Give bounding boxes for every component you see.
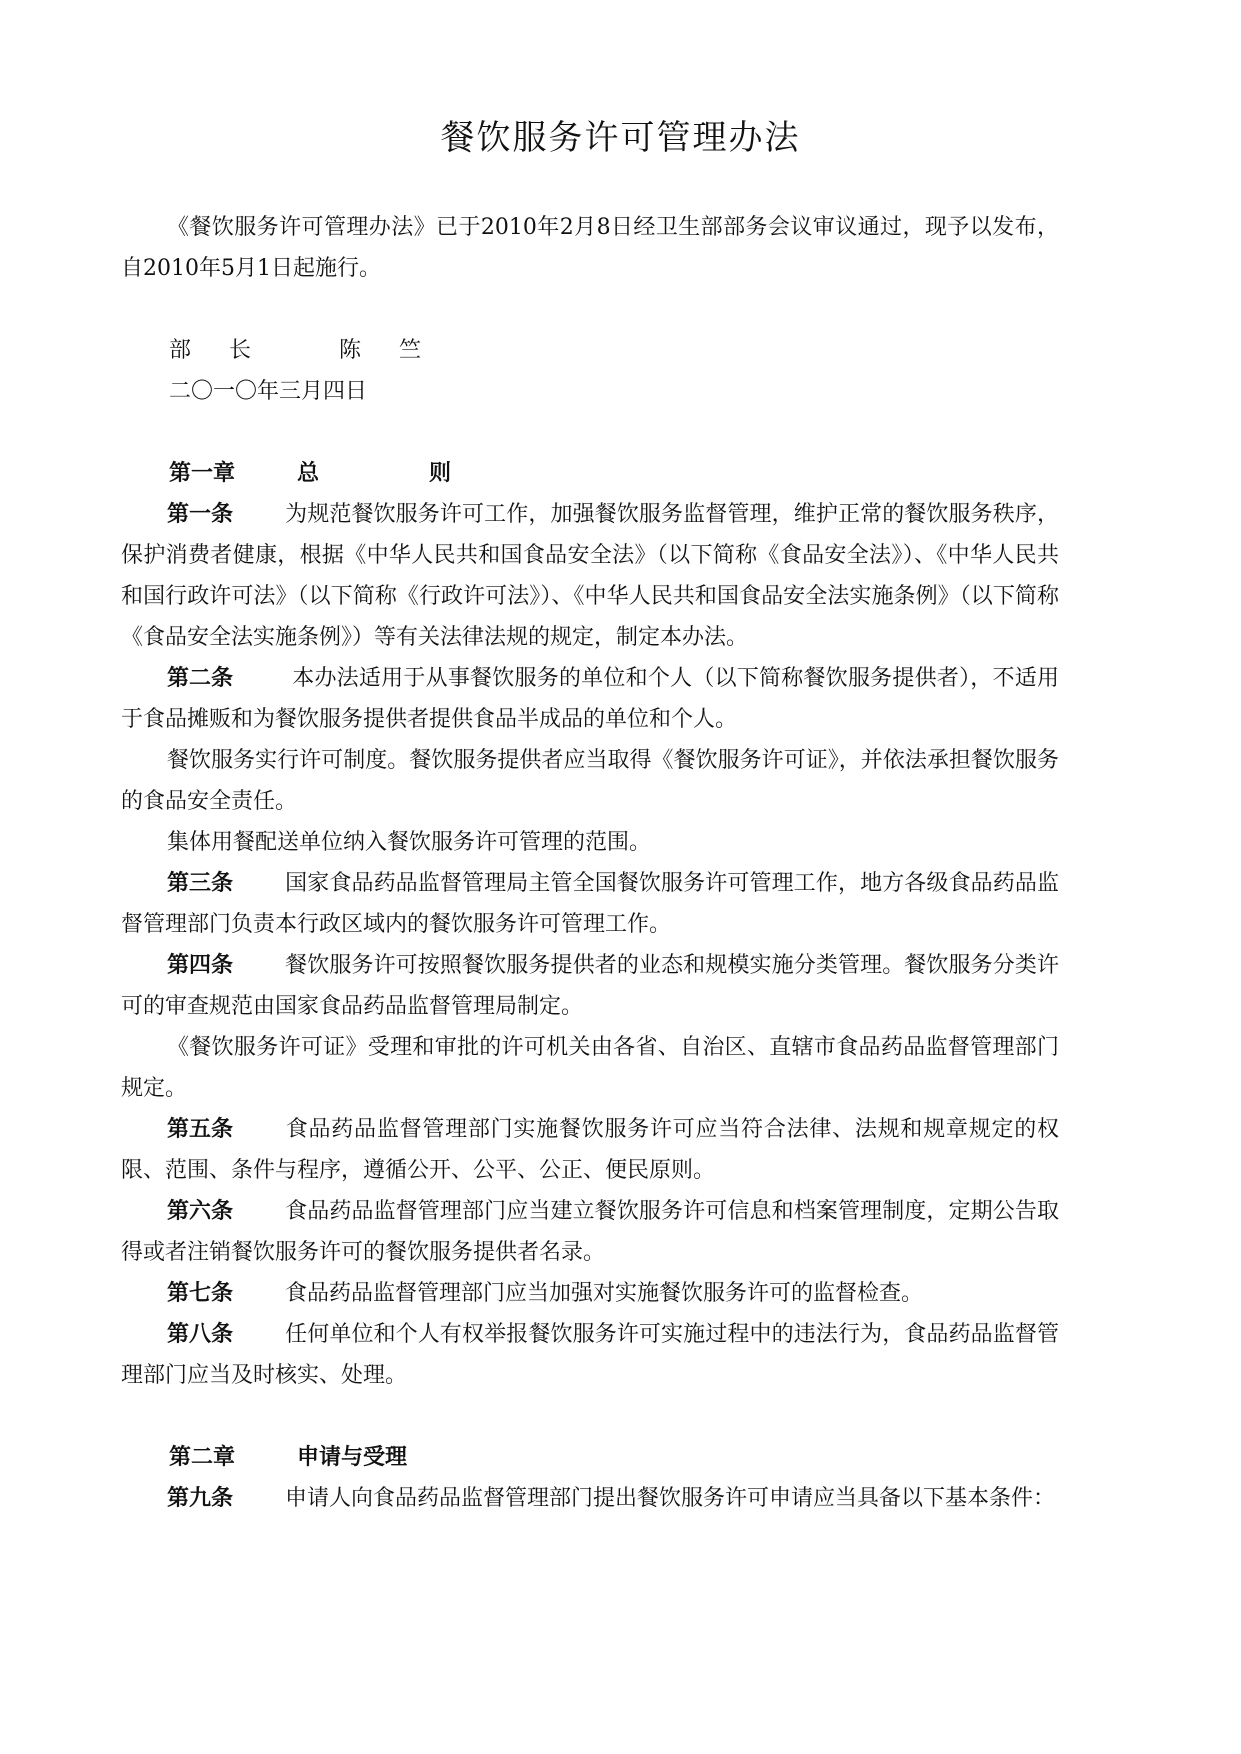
article-number: 第九条 xyxy=(167,1486,234,1511)
article-text: 餐饮服务许可按照餐饮服务提供者的业态和规模实施分类管理。餐饮服务分类许可的审查规范由国家食品药品监督管理局制定。 xyxy=(121,953,1059,1019)
spacer xyxy=(121,412,1059,453)
chapter-number: 第二章 xyxy=(169,1445,236,1470)
chapter-title: 总则 xyxy=(297,461,562,486)
article-text: 任何单位和个人有权举报餐饮服务许可实施过程中的违法行为，食品药品监督管理部门应当及时核实、处理。 xyxy=(121,1322,1059,1388)
article xyxy=(121,945,1059,1027)
document-body xyxy=(121,207,1059,1519)
article xyxy=(121,1273,1059,1314)
article-paragraph: 餐饮服务实行许可制度。餐饮服务提供者应当取得《餐饮服务许可证》，并依法承担餐饮服务的食品安全责任。 xyxy=(121,748,1059,814)
article-number: 第七条 xyxy=(167,1281,234,1306)
article-number: 第一条 xyxy=(167,502,234,527)
article-number: 第四条 xyxy=(167,953,234,978)
document-title: 餐饮服务许可管理办法 xyxy=(440,118,801,158)
article xyxy=(121,863,1059,945)
article xyxy=(121,1109,1059,1191)
signature-label: 部长 xyxy=(169,338,290,363)
spacer xyxy=(121,1396,1059,1437)
article-number: 第二条 xyxy=(167,666,234,691)
preamble-paragraph: 《餐饮服务许可管理办法》已于2010年2月8日经卫生部部务会议审议通过，现予以发布，自2010年5月1日起施行。 xyxy=(121,215,1059,281)
article-number: 第五条 xyxy=(167,1117,234,1142)
chapter-title: 申请与受理 xyxy=(297,1445,408,1470)
signature-date: 二〇一〇年三月四日 xyxy=(169,379,368,404)
article-text: 申请人向食品药品监督管理部门提出餐饮服务许可申请应当具备以下基本条件： xyxy=(285,1486,1056,1511)
signature-name: 陈竺 xyxy=(339,338,460,363)
spacer xyxy=(121,289,1059,330)
article xyxy=(121,1314,1059,1396)
article xyxy=(121,494,1059,658)
chapter-heading xyxy=(121,453,1059,494)
article-text: 为规范餐饮服务许可工作，加强餐饮服务监督管理，维护正常的餐饮服务秩序，保护消费者健康，根据《中华人民共和国食品安全法》（以下简称《食品安全法》）、《中华人民共和国行政许可法》（以下简称《行政许可法》）、《中华人民共和国食品安全法实施条例》（以下简称《食品安全法实施条例》）等有关法律法规的规定，制定本办法。 xyxy=(121,502,1059,650)
article-text: 食品药品监督管理部门实施餐饮服务许可应当符合法律、法规和规章规定的权限、范围、条件与程序，遵循公开、公平、公正、便民原则。 xyxy=(121,1117,1059,1183)
article-text: 食品药品监督管理部门应当建立餐饮服务许可信息和档案管理制度，定期公告取得或者注销餐饮服务许可的餐饮服务提供者名录。 xyxy=(121,1199,1059,1265)
chapter-number: 第一章 xyxy=(169,461,236,486)
article xyxy=(121,658,1059,740)
article-number: 第八条 xyxy=(167,1322,234,1347)
article-paragraph: 集体用餐配送单位纳入餐饮服务许可管理的范围。 xyxy=(167,830,652,855)
article-text: 国家食品药品监督管理局主管全国餐饮服务许可管理工作，地方各级食品药品监督管理部门负责本行政区域内的餐饮服务许可管理工作。 xyxy=(121,871,1059,937)
article-text: 食品药品监督管理部门应当加强对实施餐饮服务许可的监督检查。 xyxy=(285,1281,924,1306)
article-text: 本办法适用于从事餐饮服务的单位和个人（以下简称餐饮服务提供者），不适用于食品摊贩和为餐饮服务提供者提供食品半成品的单位和个人。 xyxy=(121,666,1059,732)
chapter-heading xyxy=(121,1437,1059,1478)
article-paragraph: 《餐饮服务许可证》受理和审批的许可机关由各省、自治区、直辖市食品药品监督管理部门规定。 xyxy=(121,1035,1059,1101)
article-number: 第六条 xyxy=(167,1199,234,1224)
article xyxy=(121,1191,1059,1273)
article-number: 第三条 xyxy=(167,871,234,896)
signature-line xyxy=(121,330,1059,371)
article xyxy=(121,1478,1059,1519)
